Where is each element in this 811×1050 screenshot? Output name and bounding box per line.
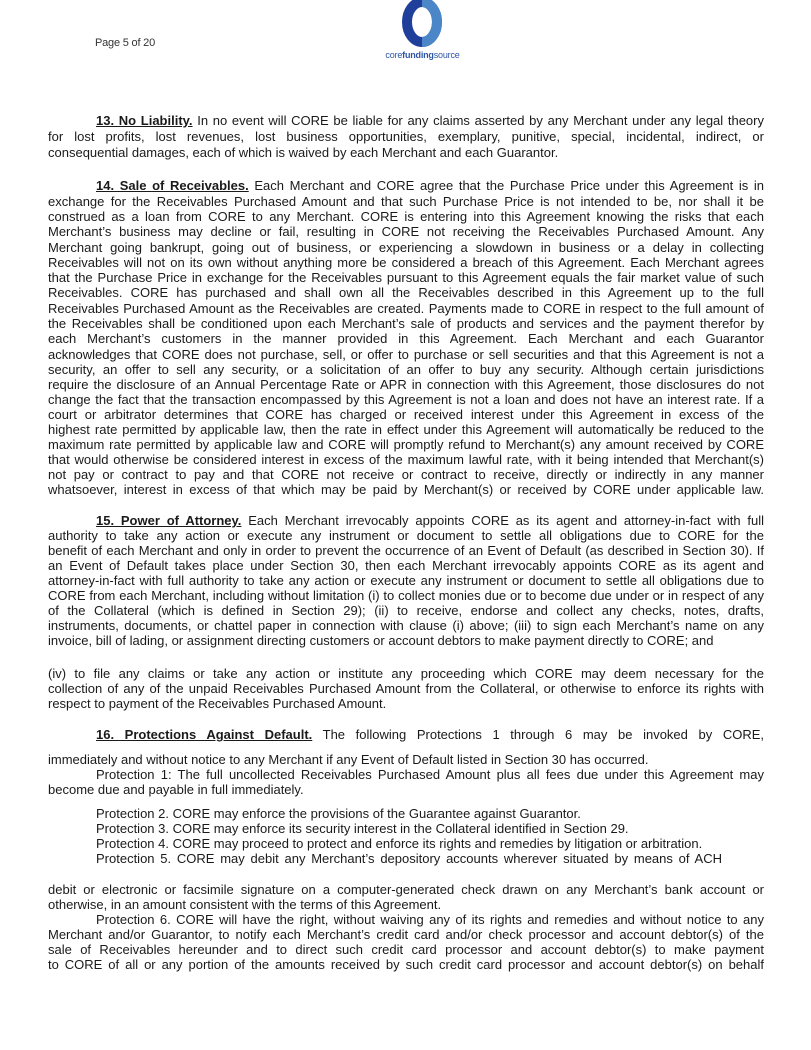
section-15-line: instruments, documents, or chattel paper in connection with clause (i) above; (iii) to sign each Merchant’s name on any xyxy=(48,618,764,633)
protection-2-line: Protection 2. CORE may enforce the provisions of the Guarantee against Guarantor. xyxy=(96,806,581,821)
section-14-line: each Merchant’s customers in the manner provided in this Agreement. Each Merchant and each Guarantor xyxy=(48,331,764,346)
section-14-line: exchange for the Receivables Purchased Amount and that such Purchase Price is not intended to be, nor shall it be xyxy=(48,194,764,209)
text-run: Each Merchant irrevocably appoints CORE as its agent and attorney-in-fact with full xyxy=(241,513,764,528)
protection-5-line: otherwise, in an amount consistent with the terms of this Agreement. xyxy=(48,897,442,912)
section-13-line xyxy=(96,113,764,129)
protection-6-line: Protection 6. CORE will have the right, without waiving any of its rights and remedies and without notice to any xyxy=(96,912,764,927)
logo-text-source: source xyxy=(433,50,460,60)
section-14-line: construed as a loan from CORE to any Merchant. CORE is entering into this Agreement knowing the risks that each xyxy=(48,209,764,224)
section-14-line: change the fact that the transaction encompassed by this Agreement is not a loan and does not have an interest rate. If a xyxy=(48,392,764,407)
section-14-heading: 14. Sale of Receivables. xyxy=(96,178,249,193)
section-15-line: benefit of each Merchant and only in order to prevent the occurrence of an Event of Default (as described in Section 30). If xyxy=(48,543,764,558)
logo-text-funding: funding xyxy=(402,50,434,60)
protection-5-line: Protection 5. CORE may debit any Merchant’s depository accounts wherever situated by means of ACH xyxy=(96,851,722,866)
section-15-line: an Event of Default takes place under Section 30, then each Merchant irrevocably appoints CORE as its agent and xyxy=(48,558,764,573)
protection-5-line: debit or electronic or facsimile signature on a computer-generated check drawn on any Merchant’s bank account or xyxy=(48,882,764,897)
section-15-line: invoice, bill of lading, or assignment directing customers or account debtors to make payment directly to CORE; and xyxy=(48,633,714,648)
section-14-line: Merchant going bankrupt, going out of business, or experiencing a slowdown in business or a delay in collecting xyxy=(48,240,764,255)
section-14-line: whatsoever, interest in excess of that which may be paid by Merchant(s) or received by CORE under applicable law. xyxy=(48,482,764,497)
section-15-heading: 15. Power of Attorney. xyxy=(96,513,242,528)
section-16-line: immediately and without notice to any Merchant if any Event of Default listed in Section 30 has occurred. xyxy=(48,752,649,767)
section-15-continuation-line: collection of any of the unpaid Receivables Purchased Amount from the Collateral, or otherwise to enforce its rights with xyxy=(48,681,764,696)
section-13-line: for lost profits, lost revenues, lost business opportunities, exemplary, punitive, special, incidental, indirect, or xyxy=(48,129,764,144)
protection-1-line: become due and payable in full immediately. xyxy=(48,782,304,797)
section-14-line: Receivables will not on its own without anything more be considered a breach of this Agreement. Each Merchant agrees xyxy=(48,255,764,270)
section-14-line: maximum rate permitted by applicable law and CORE will promptly refund to Merchant(s) any amount received by CORE xyxy=(48,437,764,452)
section-14-line xyxy=(96,178,764,194)
company-logo xyxy=(385,0,460,62)
logo-wordmark xyxy=(385,50,460,60)
protection-4-line: Protection 4. CORE may proceed to protect and enforce its rights and remedies by litigation or arbitration. xyxy=(96,836,703,851)
section-15-line: CORE from each Merchant, including without limitation (i) to collect monies due or to become due under or in respect of any xyxy=(48,588,764,603)
protection-6-line: Merchant and/or Guarantor, to notify each Merchant’s credit card and/or check processor and account debtor(s) of the xyxy=(48,927,764,942)
text-run: Each Merchant and CORE agree that the Purchase Price under this Agreement is in xyxy=(248,178,764,193)
section-15-continuation-line: respect to payment of the Receivables Purchased Amount. xyxy=(48,696,387,711)
section-14-line: the Receivables shall be conditioned upon each Merchant’s sale of products and services and the payment therefor by xyxy=(48,316,764,331)
protection-1-line: Protection 1: The full uncollected Receivables Purchased Amount plus all fees due under this Agreement may xyxy=(96,767,764,782)
section-14-line: highest rate permitted by applicable law, then the rate in effect under this Agreement will automatically be reduced to the xyxy=(48,422,764,437)
section-15-continuation-line: (iv) to file any claims or take any action or institute any proceeding which CORE may deem necessary for the xyxy=(48,666,764,681)
core-ring-logo-icon xyxy=(394,0,450,48)
section-13-heading: 13. No Liability. xyxy=(96,113,193,128)
section-14-line: Receivables Purchased Amount as the Receivables are created. Payments made to CORE in respect to the full amount of xyxy=(48,301,764,316)
protection-6-line: to CORE of all or any portion of the amounts received by such credit card processor and account debtor(s) on behalf xyxy=(48,957,764,972)
section-14-line: that the Purchase Price in exchange for the Receivables pursuant to this Agreement equals the fair market value of such xyxy=(48,270,764,285)
text-run: The following Protections 1 through 6 may be invoked by CORE, xyxy=(312,727,764,742)
section-14-line: that would otherwise be considered interest in excess of the maximum lawful rate, with it being intended that Merchant(s) xyxy=(48,452,764,467)
section-14-line: security, an offer to sell any security, or a solicitation of an offer to buy any security. Although certain jurisdictions xyxy=(48,362,764,377)
section-13-line: consequential damages, each of which is waived by each Merchant and each Guarantor. xyxy=(48,145,559,160)
section-14-line: Merchant’s business may decline or fail, resulting in CORE not receiving the Receivables Purchased Amount. Any xyxy=(48,224,764,239)
section-14-line: Receivables. CORE has purchased and shall own all the Receivables described in this Agreement up to the full xyxy=(48,285,764,300)
text-run: In no event will CORE be liable for any claims asserted by any Merchant under any legal theory xyxy=(192,113,764,128)
section-14-line: court or arbitrator determines that CORE has charged or received interest under this Agreement in excess of the xyxy=(48,407,764,422)
section-16-line xyxy=(96,727,764,743)
section-16-heading: 16. Protections Against Default. xyxy=(96,727,313,742)
section-14-line: acknowledges that CORE does not purchase, sell, or offer to purchase or sell securities and that this Agreement is not a xyxy=(48,347,764,362)
section-15-line xyxy=(96,513,764,529)
section-14-line: not pay or contract to pay and that CORE not receive or contract to receive, directly or indirectly in any manner xyxy=(48,467,764,482)
section-15-line: attorney-in-fact with full authority to take any action or execute any instrument or document to settle all obligations due to xyxy=(48,573,764,588)
section-14-line: require the disclosure of an Annual Percentage Rate or APR in connection with this Agreement, those disclosures do not xyxy=(48,377,764,392)
section-15-line: of the Collateral (which is defined in Section 29); (ii) to receive, endorse and collect any checks, notes, drafts, xyxy=(48,603,764,618)
logo-text-core: core xyxy=(385,50,403,60)
page-number: Page 5 of 20 xyxy=(95,37,155,49)
protection-3-line: Protection 3. CORE may enforce its security interest in the Collateral identified in Section 29. xyxy=(96,821,629,836)
protection-6-line: sale of Receivables hereunder and to direct such credit card processor and account debtor(s) to make payment xyxy=(48,942,764,957)
section-15-line: authority to take any action or execute any instrument or document to settle all obligations due to CORE for the xyxy=(48,528,764,543)
